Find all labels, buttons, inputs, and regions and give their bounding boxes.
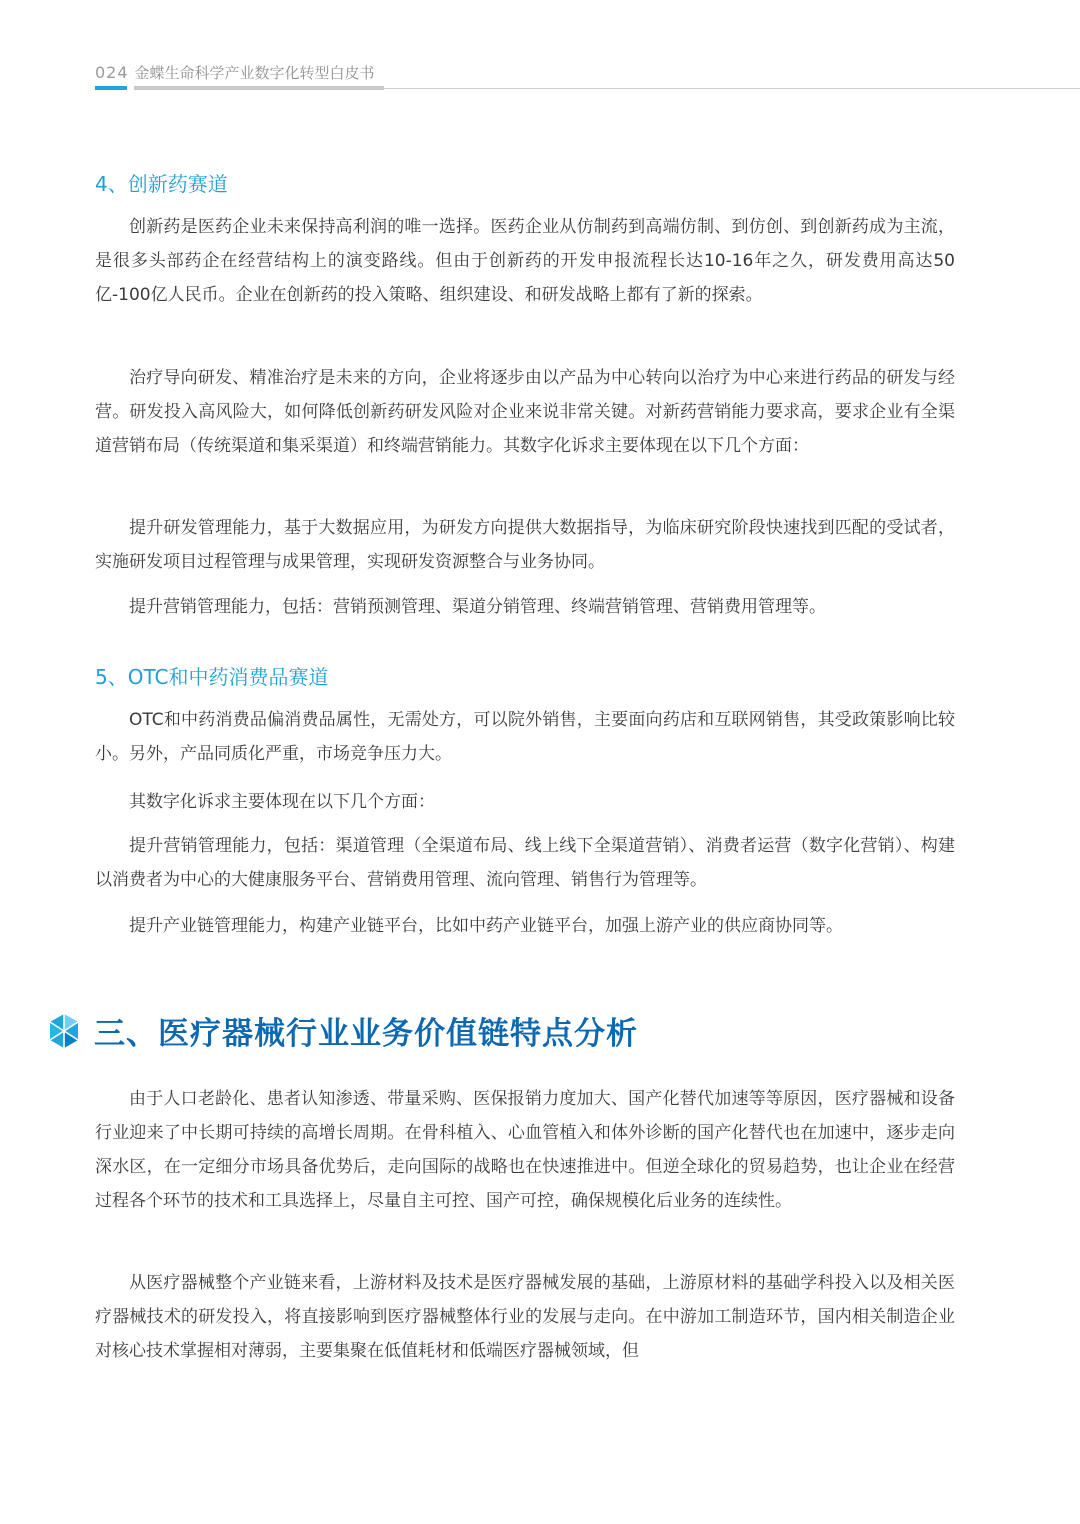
page-number: 024 [95, 62, 129, 82]
header-divider [384, 88, 1080, 89]
paragraph: 创新药是医药企业未来保持高利润的唯一选择。医药企业从仿制药到高端仿制、到仿创、到创新药成为主流，是很多头部药企在经营结构上的演变路线。但由于创新药的开发申报流程长达10-16年之久，研发费用高达50亿-100亿人民币。企业在创新药的投入策略、组织建设、和研发战略上都有了新的探索。 [95, 217, 955, 305]
section-title [48, 1008, 638, 1053]
section-title-text: 三、医疗器械行业业务价值链特点分析 [94, 1016, 638, 1052]
header-grey-bar [134, 86, 384, 90]
header-accent-bar [95, 86, 127, 90]
paragraph: 治疗导向研发、精准治疗是未来的方向，企业将逐步由以产品为中心转向以治疗为中心来进行药品的研发与经营。研发投入高风险大，如何降低创新药研发风险对企业来说非常关键。对新药营销能力要求高，要求企业有全渠道营销布局（传统渠道和集采渠道）和终端营销能力。其数字化诉求主要体现在以下几个方面： [95, 368, 955, 456]
paragraph: 从医疗器械整个产业链来看，上游材料及技术是医疗器械发展的基础，上游原材料的基础学科投入以及相关医疗器械技术的研发投入，将直接影响到医疗器械整体行业的发展与走向。在中游加工制造环节，国内相关制造企业对核心技术掌握相对薄弱，主要集聚在低值耗材和低端医疗器械领域，但 [95, 1273, 955, 1361]
subsection-heading-4: 4、创新药赛道 [95, 172, 228, 196]
paragraph: 由于人口老龄化、患者认知渗透、带量采购、医保报销力度加大、国产化替代加速等等原因，医疗器械和设备行业迎来了中长期可持续的高增长周期。在骨科植入、心血管植入和体外诊断的国产化替代也在加速中，逐步走向深水区，在一定细分市场具备优势后，走向国际的战略也在快速推进中。但逆全球化的贸易趋势，也让企业在经营过程各个环节的技术和工具选择上，尽量自主可控、国产可控，确保规模化后业务的连续性。 [95, 1089, 955, 1211]
subsection-heading-5: 5、OTC和中药消费品赛道 [95, 665, 329, 689]
paragraph: 提升营销管理能力，包括：渠道管理（全渠道布局、线上线下全渠道营销）、消费者运营（数字化营销）、构建以消费者为中心的大健康服务平台、营销费用管理、流向管理、销售行为管理等。 [95, 836, 955, 890]
paragraph: 提升营销管理能力，包括：营销预测管理、渠道分销管理、终端营销管理、营销费用管理等。 [129, 597, 826, 617]
paragraph: OTC和中药消费品偏消费品属性，无需处方，可以院外销售，主要面向药店和互联网销售，其受政策影响比较小。另外，产品同质化严重，市场竞争压力大。 [95, 710, 955, 764]
page-header [95, 60, 375, 84]
paragraph: 提升产业链管理能力，构建产业链平台，比如中药产业链平台，加强上游产业的供应商协同等。 [129, 916, 843, 936]
document-title: 金蝶生命科学产业数字化转型白皮书 [134, 63, 375, 82]
cube-icon [48, 1013, 80, 1049]
paragraph: 其数字化诉求主要体现在以下几个方面： [129, 792, 435, 812]
paragraph: 提升研发管理能力，基于大数据应用，为研发方向提供大数据指导，为临床研究阶段快速找到匹配的受试者，实施研发项目过程管理与成果管理，实现研发资源整合与业务协同。 [95, 518, 955, 572]
